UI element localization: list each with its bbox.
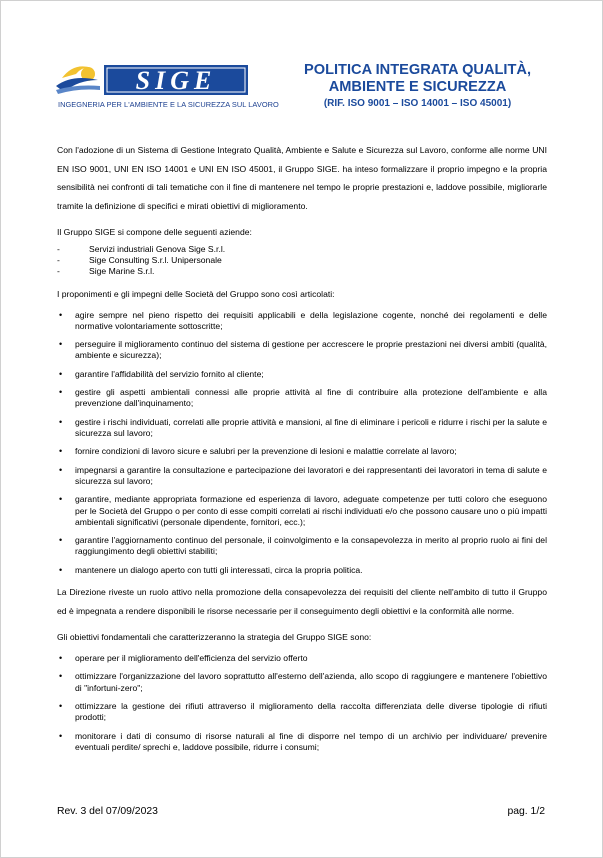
commitments-list [57, 310, 547, 576]
title-reference: (RIF. ISO 9001 – ISO 14001 – ISO 45001) [323, 98, 512, 109]
logo-tagline: INGEGNERIA PER L'AMBIENTE E LA SICUREZZA SUL LAVORO [58, 100, 279, 109]
title-line-1: POLITICA INTEGRATA QUALITÀ, [304, 62, 531, 78]
objectives-list [57, 653, 547, 753]
objective-item: • ottimizzare l'organizzazione del lavoro soprattutto all'esterno dell'azienda, allo scopo di raggiungere e mantenere l'obiettivo di "infortuni-zero"; [57, 671, 547, 693]
company-item: - Sige Marine S.r.l. [57, 266, 547, 277]
document-title [270, 62, 565, 111]
commitment-item: • gestire i rischi individuati, correlati alle proprie attività e mansioni, al fine di eliminare i pericoli e ridurre i rischi per la salute e sicurezza sul lavoro; [57, 417, 547, 439]
logo-wordmark: SIGE [135, 66, 217, 95]
commitment-item: • gestire gli aspetti ambientali connessi alle proprie attività al fine di contribuire alla protezione dell'ambiente e alla prevenzione dall'inquinamento; [57, 387, 547, 409]
company-list [57, 244, 547, 277]
objective-item: • monitorare i dati di consumo di risorse naturali al fine di disporre nel tempo di un archivio per individuare/ prevenire eventuali perdite/ sprechi e, laddove possibile, ridurre i consumi; [57, 731, 547, 753]
commitment-item: • impegnarsi a garantire la consultazione e partecipazione dei lavoratori e dei rappresentanti dei lavoratori in tema di salute e sicurezza sul lavoro; [57, 465, 547, 487]
commitment-item: • garantire l'affidabilità del servizio fornito al cliente; [57, 369, 547, 380]
commitment-item: • fornire condizioni di lavoro sicure e salubri per la prevenzione di lesioni e malattie correlate al lavoro; [57, 446, 547, 457]
commitment-item: • mantenere un dialogo aperto con tutti gli interessati, circa la propria politica. [57, 565, 547, 576]
objective-item: • ottimizzare la gestione dei rifiuti attraverso il miglioramento della raccolta differenziata delle diverse tipologie di rifiuti prodotti; [57, 701, 547, 723]
intro-paragraph: Con l'adozione di un Sistema di Gestione Integrato Qualità, Ambiente e Salute e Sicurezza sul Lavoro, conforme alle norme UNI EN ISO 9001, UNI EN ISO 14001 e UNI EN ISO 45001, il Gruppo SIGE. ha inteso formalizzare il proprio impegno e la propria sensibilità nei confronti di tali tematiche con il fine di mantenere nel tempo le proprie prestazioni e, laddove possibile, migliorarle tramite la definizione di specifici e mirati obiettivi di miglioramento. [57, 145, 547, 211]
commitment-item: • perseguire il miglioramento continuo del sistema di gestione per accrescere le proprie prestazioni nei diversi ambiti (qualità, ambiente e sicurezza); [57, 339, 547, 361]
page-number: pag. 1/2 [507, 806, 545, 817]
company-item: - Sige Consulting S.r.l. Unipersonale [57, 255, 547, 266]
document-body [57, 141, 547, 760]
objectives-intro: Gli obiettivi fondamentali che caratterizzeranno la strategia del Gruppo SIGE sono: [57, 632, 372, 643]
group-intro: Il Gruppo SIGE si compone delle seguenti aziende: [57, 227, 252, 238]
company-item: - Servizi industriali Genova Sige S.r.l. [57, 244, 547, 255]
objective-item: • operare per il miglioramento dell'efficienza del servizio offerto [57, 653, 547, 664]
commitment-item: • garantire l'aggiornamento continuo del personale, il coinvolgimento e la consapevolezza in merito al proprio ruolo ai fini del raggiungimento degli obiettivi stabiliti; [57, 535, 547, 557]
title-line-2: AMBIENTE E SICUREZZA [328, 79, 507, 95]
revision-label: Rev. 3 del 07/09/2023 [57, 806, 158, 817]
commitments-intro: I proponimenti e gli impegni delle Società del Gruppo sono così articolati: [57, 288, 335, 299]
commitment-item: • garantire, mediante appropriata formazione ed esperienza di lavoro, adeguate competenze per tutti coloro che eseguono per le Società del Gruppo o per conto di esse compiti correlati ai rischi individuati e/o che possono causare uno o più impatti ambientali significativi (personale dipendente, fornitori, ecc.); [57, 494, 547, 527]
direction-paragraph: La Direzione riveste un ruolo attivo nella promozione della consapevolezza dei requisiti del cliente nell'ambito di tutto il Gruppo ed è impegnata a rendere disponibili le risorse necessarie per il conseguimento degli obiettivi e la conformità alle norme. [57, 587, 547, 616]
commitment-item: • agire sempre nel pieno rispetto dei requisiti applicabili e della legislazione cogente, nonché dei regolamenti e delle normative volontariamente sottoscritte; [57, 310, 547, 332]
